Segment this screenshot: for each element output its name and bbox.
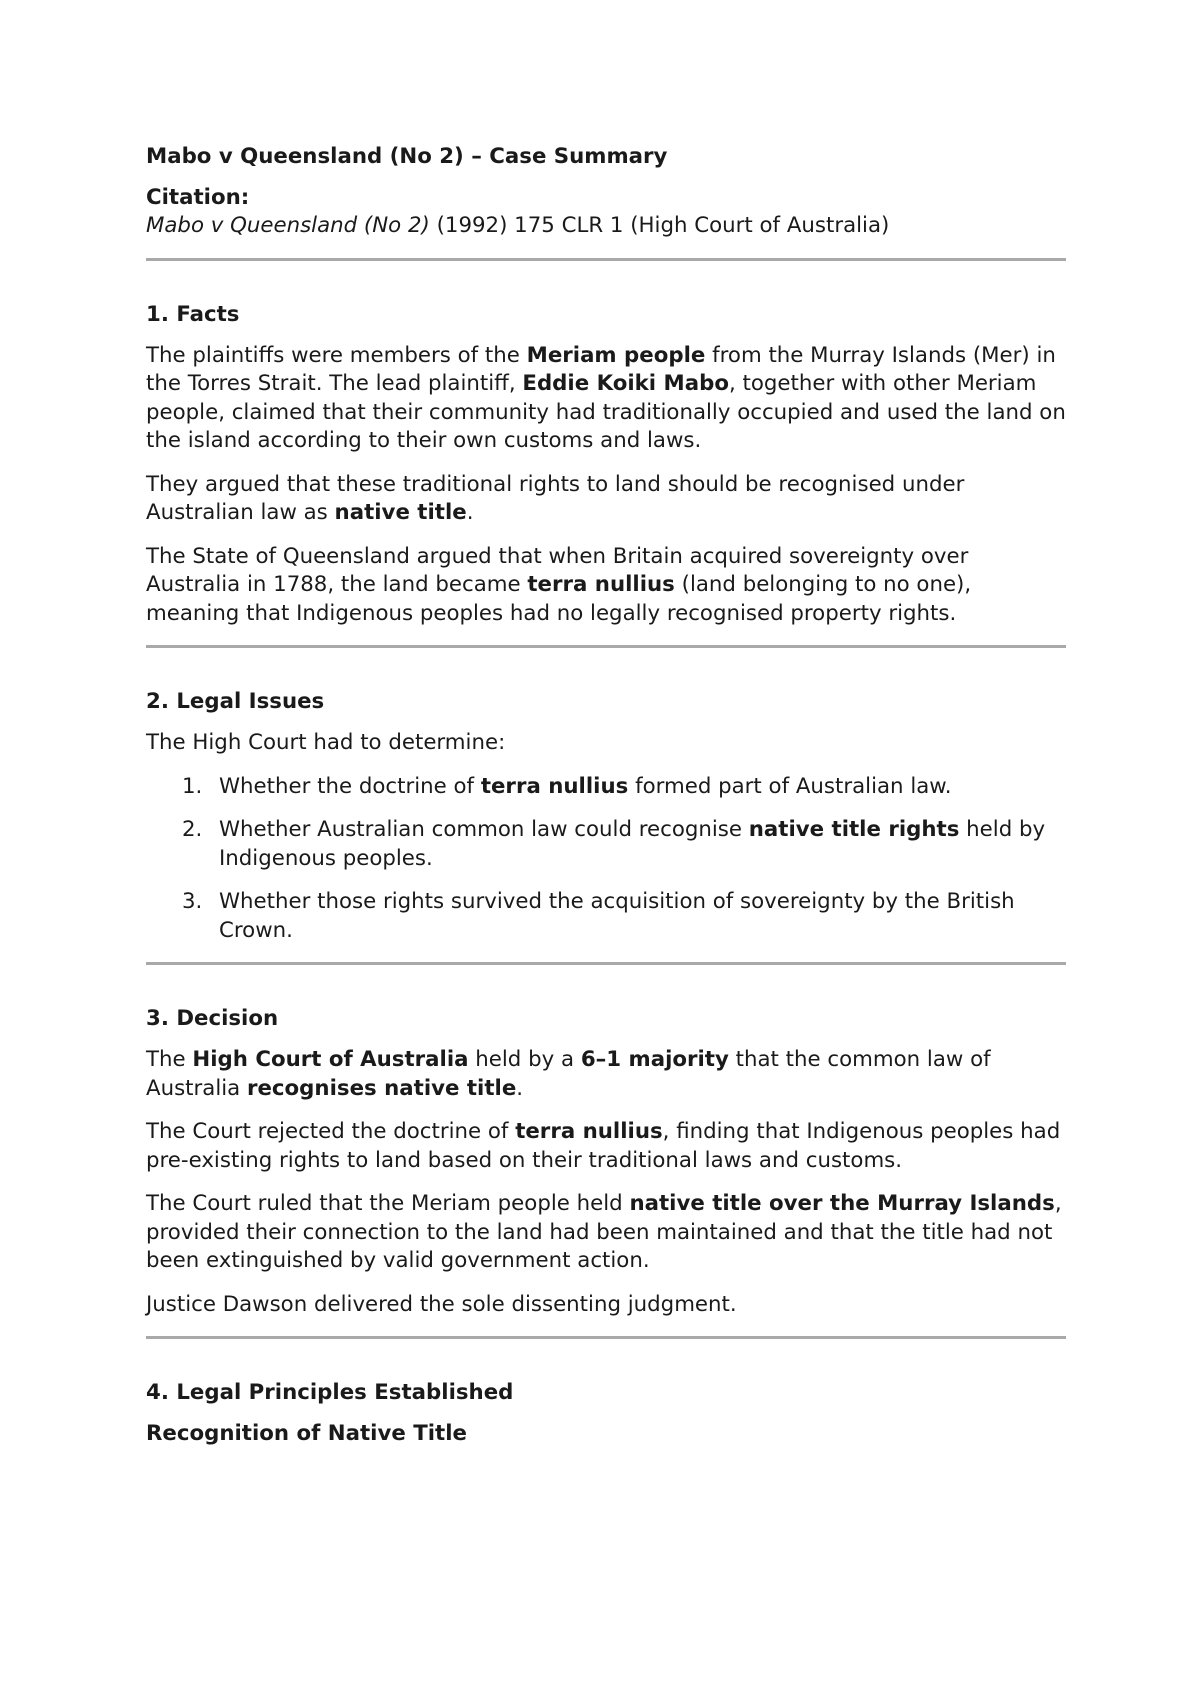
list-number: 3. xyxy=(182,889,203,914)
list-item: 3. Whether those rights survived the acquisition of sovereignty by the British Crown. xyxy=(182,889,1015,943)
document-page xyxy=(146,143,1066,1448)
issues-intro: The High Court had to determine: xyxy=(146,730,506,755)
principles-subheading: Recognition of Native Title xyxy=(146,1421,467,1446)
decision-paragraph-3: The Court ruled that the Meriam people held native title over the Murray Islands, provided their connection to the land had been maintained and that the title had not been extinguished by valid government action. xyxy=(146,1191,1062,1273)
principles-heading: 4. Legal Principles Established xyxy=(146,1380,514,1405)
citation-case-name: Mabo v Queensland (No 2) xyxy=(146,213,430,238)
list-number: 1. xyxy=(182,773,203,799)
list-item: 1. Whether the doctrine of terra nullius formed part of Australian law. xyxy=(146,773,1066,802)
decision-heading: 3. Decision xyxy=(146,1006,279,1031)
facts-paragraph-3: The State of Queensland argued that when Britain acquired sovereignty over Australia in 1788, the land became terra nullius (land belonging to no one), meaning that Indigenous peoples had no legally recognised property rights. xyxy=(146,543,972,626)
section-divider xyxy=(146,258,1066,261)
decision-section xyxy=(146,1005,1066,1319)
citation-reference: (1992) 175 CLR 1 (High Court of Australia) xyxy=(429,213,890,238)
principles-section xyxy=(146,1379,1066,1448)
citation-label: Citation: xyxy=(146,185,250,210)
facts-heading: 1. Facts xyxy=(146,301,240,327)
section-divider xyxy=(146,1336,1066,1339)
issues-section xyxy=(146,688,1066,945)
facts-paragraph-2: They argued that these traditional rights to land should be recognised under Australian law as native title. xyxy=(146,471,965,525)
decision-paragraph-4: Justice Dawson delivered the sole dissenting judgment. xyxy=(146,1291,737,1317)
list-item: 2. Whether Australian common law could recognise native title rights held by Indigenous peoples. xyxy=(182,817,1046,871)
issues-list xyxy=(146,773,1066,946)
decision-paragraph-2: The Court rejected the doctrine of terra nullius, finding that Indigenous peoples had pre-existing rights to land based on their traditional laws and customs. xyxy=(146,1119,1061,1173)
citation xyxy=(146,212,1066,241)
list-number: 2. xyxy=(182,817,203,842)
document-title: Mabo v Queensland (No 2) – Case Summary xyxy=(146,144,668,169)
issues-heading: 2. Legal Issues xyxy=(146,689,325,714)
section-divider xyxy=(146,962,1066,965)
section-divider xyxy=(146,645,1066,648)
facts-paragraph-1: The plaintiffs were members of the Meriam people from the Murray Islands (Mer) in the Torres Strait. The lead plaintiff, Eddie Koiki Mabo, together with other Meriam people, claimed that their community had traditionally occupied and used the land on the island according to their own customs and laws. xyxy=(146,342,1066,453)
facts-section xyxy=(146,301,1066,629)
decision-paragraph-1: The High Court of Australia held by a 6–1 majority that the common law of Australia recognises native title. xyxy=(146,1047,991,1101)
